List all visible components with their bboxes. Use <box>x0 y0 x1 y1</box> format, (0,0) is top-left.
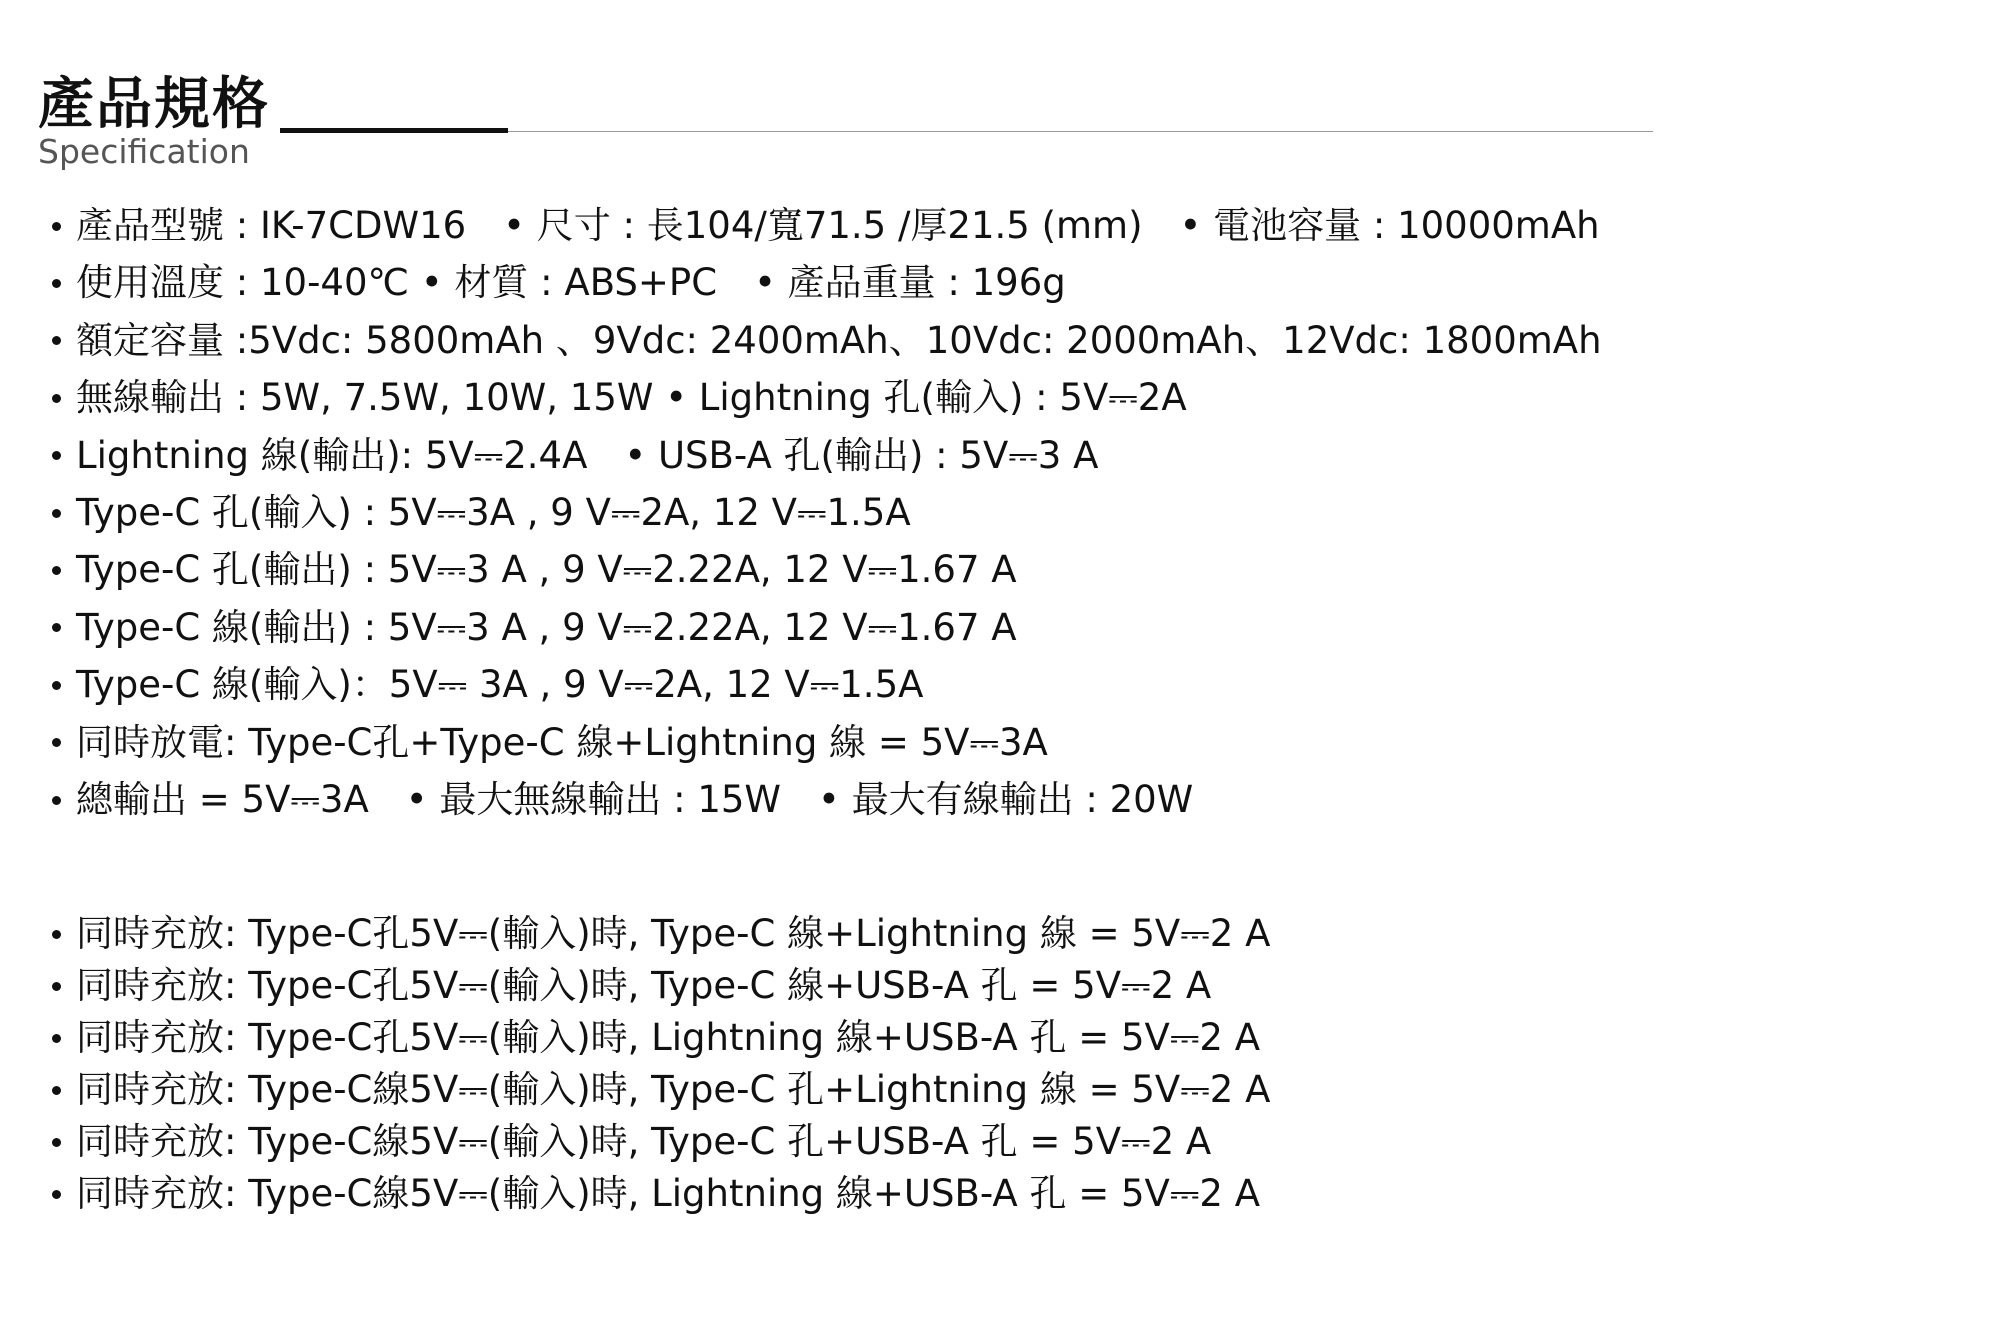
simultaneous-item: 同時充放: Type-C孔5V⎓(輸入)時, Type-C 線+Lightning 線 = 5V⎓2 A <box>48 908 1270 960</box>
spec-header <box>38 70 1618 180</box>
spec-item-temperature-material-weight: 使用溫度 : 10-40℃ • 材質 : ABS+PC • 產品重量 : 196g <box>48 254 1602 311</box>
page-title: 產品規格 <box>38 72 270 137</box>
page-subtitle: Specification <box>38 132 250 171</box>
simultaneous-item: 同時充放: Type-C孔5V⎓(輸入)時, Type-C 線+USB-A 孔 = 5V⎓2 A <box>48 960 1270 1012</box>
spec-list <box>48 197 1602 828</box>
simultaneous-charge-list <box>48 908 1270 1220</box>
simultaneous-item: 同時充放: Type-C孔5V⎓(輸入)時, Lightning 線+USB-A 孔 = 5V⎓2 A <box>48 1012 1270 1064</box>
spec-item-lightning-usba-output: Lightning 線(輸出): 5V⎓2.4A • USB-A 孔(輸出) : 5V⎓3 A <box>48 427 1602 484</box>
simultaneous-item: 同時充放: Type-C線5V⎓(輸入)時, Type-C 孔+USB-A 孔 = 5V⎓2 A <box>48 1116 1270 1168</box>
title-divider-line <box>508 131 1653 132</box>
simultaneous-item: 同時充放: Type-C線5V⎓(輸入)時, Lightning 線+USB-A 孔 = 5V⎓2 A <box>48 1168 1270 1220</box>
spec-item-typec-cable-output: Type-C 線(輸出) : 5V⎓3 A , 9 V⎓2.22A, 12 V⎓1.67 A <box>48 599 1602 656</box>
spec-item-model-size-battery: 產品型號 : IK-7CDW16 • 尺寸 : 長104/寬71.5 /厚21.5 (mm) • 電池容量 : 10000mAh <box>48 197 1602 254</box>
spec-item-typec-port-output: Type-C 孔(輸出) : 5V⎓3 A , 9 V⎓2.22A, 12 V⎓1.67 A <box>48 541 1602 598</box>
spec-item-typec-cable-input: Type-C 線(輸入)：5V⎓ 3A , 9 V⎓2A, 12 V⎓1.5A <box>48 656 1602 713</box>
spec-item-simultaneous-discharge: 同時放電: Type-C孔+Type-C 線+Lightning 線 = 5V⎓3A <box>48 714 1602 771</box>
simultaneous-item: 同時充放: Type-C線5V⎓(輸入)時, Type-C 孔+Lightning 線 = 5V⎓2 A <box>48 1064 1270 1116</box>
spec-item-typec-port-input: Type-C 孔(輸入) : 5V⎓3A , 9 V⎓2A, 12 V⎓1.5A <box>48 484 1602 541</box>
spec-item-rated-capacity: 額定容量 :5Vdc: 5800mAh 、9Vdc: 2400mAh、10Vdc: 2000mAh、12Vdc: 1800mAh <box>48 312 1602 369</box>
spec-item-wireless-lightning-input: 無線輸出 : 5W, 7.5W, 10W, 15W • Lightning 孔(輸入) : 5V⎓2A <box>48 369 1602 426</box>
spec-item-total-output: 總輸出 = 5V⎓3A • 最大無線輸出 : 15W • 最大有線輸出 : 20W <box>48 771 1602 828</box>
title-underline-accent <box>280 128 508 133</box>
